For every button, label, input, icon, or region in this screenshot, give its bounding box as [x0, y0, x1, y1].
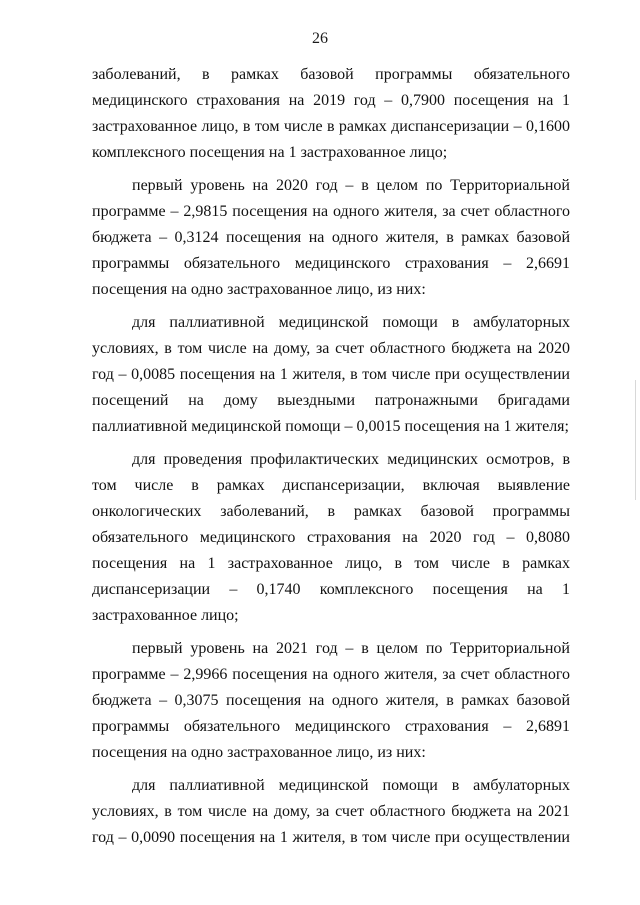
- paragraph: первый уровень на 2020 год – в целом по Территориальной программе – 2,9815 посещения на одного жителя, за счет областного бюджета – 0,3124 посещения на одного жителя, в рамках базовой программы обязательного медицинского страхования – 2,6691 посещения на одно застрахованное лицо, из них:: [92, 177, 570, 298]
- paragraph: для проведения профилактических медицинских осмотров, в том числе в рамках диспансеризации, включая выявление онкологических заболеваний, в рамках базовой программы обязательного медицинского страхования на 2020 год – 0,8080 посещения на 1 застрахованное лицо, в том числе в рамках диспансеризации – 0,1740 комплексного посещения на 1 застрахованное лицо;: [92, 451, 570, 624]
- page-number: 26: [312, 30, 328, 47]
- scan-edge-mark: [635, 380, 636, 500]
- paragraph: заболеваний, в рамках базовой программы обязательного медицинского страхования на 2019 год – 0,7900 посещения на 1 застрахованное лицо, в том числе в рамках диспансеризации – 0,1600 комплексного посещения на 1 застрахованное лицо;: [92, 66, 570, 161]
- document-body: [92, 62, 570, 858]
- paragraph: для паллиативной медицинской помощи в амбулаторных условиях, в том числе на дому, за счет областного бюджета на 2020 год – 0,0085 посещения на 1 жителя, в том числе при осуществлении посещений на дому выездными патронажными бригадами паллиативной медицинской помощи – 0,0015 посещения на 1 жителя;: [92, 314, 570, 435]
- paragraph: для паллиативной медицинской помощи в амбулаторных условиях, в том числе на дому, за счет областного бюджета на 2021 год – 0,0090 посещения на 1 жителя, в том числе при осуществлении: [92, 777, 570, 846]
- paragraph: первый уровень на 2021 год – в целом по Территориальной программе – 2,9966 посещения на одного жителя, за счет областного бюджета – 0,3075 посещения на одного жителя, в рамках базовой программы обязательного медицинского страхования – 2,6891 посещения на одно застрахованное лицо, из них:: [92, 640, 570, 761]
